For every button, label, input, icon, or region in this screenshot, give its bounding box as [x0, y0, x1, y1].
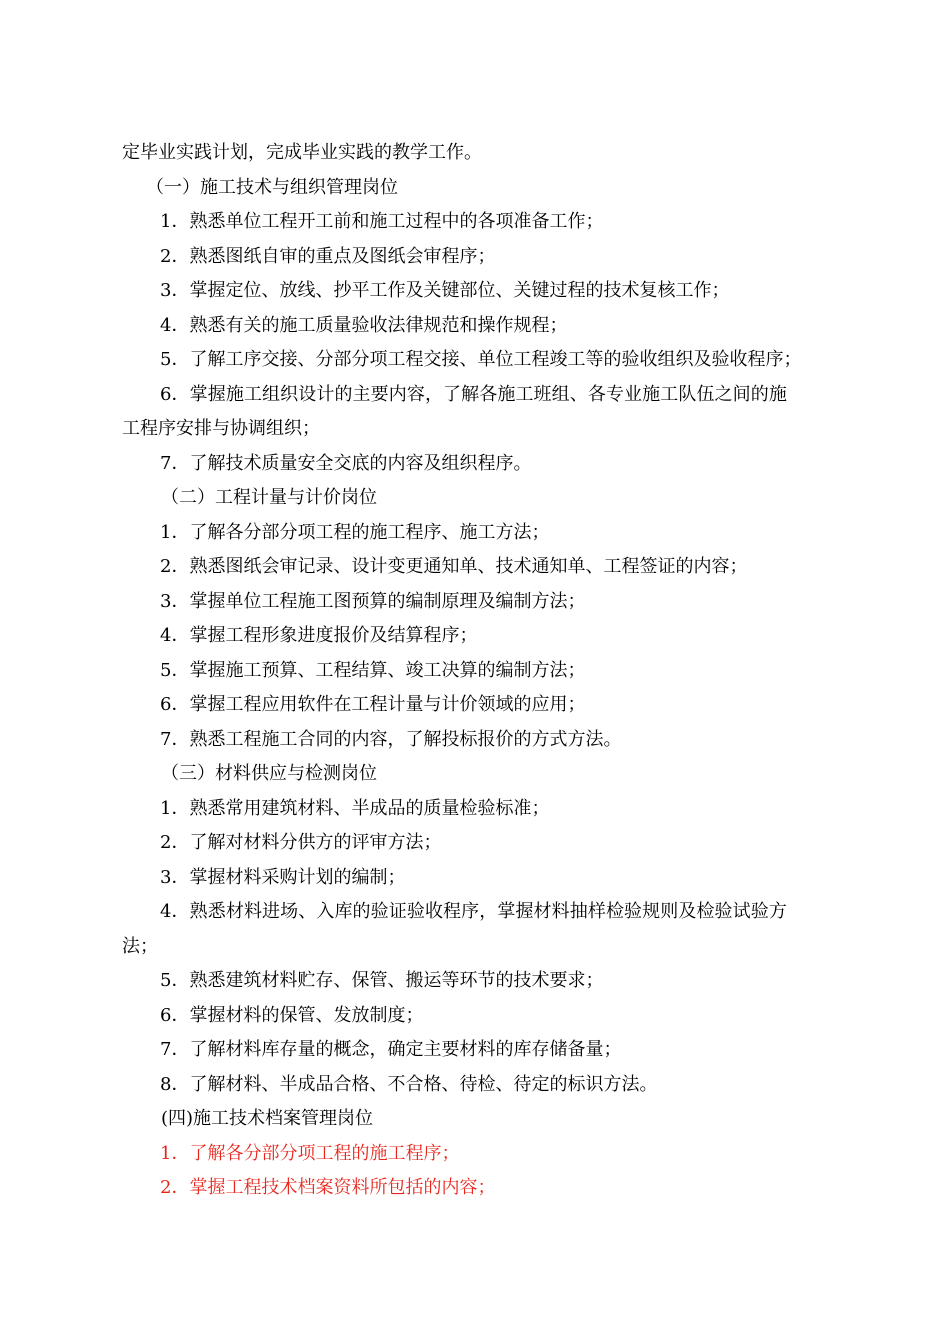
list-item-wrapped-first: 4．熟悉材料进场、入库的验证验收程序，掌握材料抽样检验规则及检验试验方	[160, 901, 787, 922]
list-item: 2．熟悉图纸自审的重点及图纸会审程序；	[160, 245, 496, 267]
section-heading-3: （三）材料供应与检测岗位	[161, 763, 377, 784]
section-heading-1: （一）施工技术与组织管理岗位	[146, 176, 398, 198]
list-item: 7．了解材料库存量的概念，确定主要材料的库存储备量；	[160, 1039, 622, 1060]
list-item-wrapped-first: 6．掌握施工组织设计的主要内容，了解各施工班组、各专业施工队伍之间的施	[160, 383, 787, 405]
list-item: 3．掌握单位工程施工图预算的编制原理及编制方法；	[160, 590, 586, 612]
list-item-wrapped-continuation: 工程序安排与协调组织；	[122, 418, 320, 439]
list-item-highlighted: 1．了解各分部分项工程的施工程序；	[160, 1142, 460, 1164]
list-item: 5．了解工序交接、分部分项工程交接、单位工程竣工等的验收组织及验收程序；	[160, 349, 802, 370]
section-heading-2: （二）工程计量与计价岗位	[161, 487, 377, 508]
list-item-highlighted: 2．掌握工程技术档案资料所包括的内容；	[160, 1177, 496, 1198]
list-item: 6．掌握工程应用软件在工程计量与计价领域的应用；	[160, 694, 586, 715]
list-item: 4．熟悉有关的施工质量验收法律规范和操作规程；	[160, 314, 568, 336]
list-item: 7．熟悉工程施工合同的内容，了解投标报价的方式方法。	[160, 728, 622, 750]
list-item: 1．了解各分部分项工程的施工程序、施工方法；	[160, 521, 550, 543]
list-item-wrapped-continuation: 法；	[122, 935, 158, 957]
list-item: 8．了解材料、半成品合格、不合格、待检、待定的标识方法。	[160, 1073, 658, 1095]
list-item: 5．熟悉建筑材料贮存、保管、搬运等环节的技术要求；	[160, 970, 604, 991]
list-item: 5．掌握施工预算、工程结算、竣工决算的编制方法；	[160, 659, 586, 681]
list-item: 2．熟悉图纸会审记录、设计变更通知单、技术通知单、工程签证的内容；	[160, 556, 748, 577]
list-item: 3．掌握材料采购计划的编制；	[160, 866, 406, 888]
list-item: 6．掌握材料的保管、发放制度；	[160, 1004, 424, 1026]
list-item: 2．了解对材料分供方的评审方法；	[160, 832, 442, 853]
list-item: 1．熟悉单位工程开工前和施工过程中的各项准备工作；	[160, 211, 604, 232]
list-item: 7．了解技术质量安全交底的内容及组织程序。	[160, 452, 532, 474]
document-body	[122, 136, 832, 1206]
list-item: 1．熟悉常用建筑材料、半成品的质量检验标准；	[160, 797, 550, 819]
intro-line: 定毕业实践计划，完成毕业实践的教学工作。	[122, 142, 482, 163]
list-item: 4．掌握工程形象进度报价及结算程序；	[160, 625, 478, 646]
list-item: 3．掌握定位、放线、抄平工作及关键部位、关键过程的技术复核工作；	[160, 280, 730, 301]
section-heading-4: (四)施工技术档案管理岗位	[161, 1108, 374, 1129]
